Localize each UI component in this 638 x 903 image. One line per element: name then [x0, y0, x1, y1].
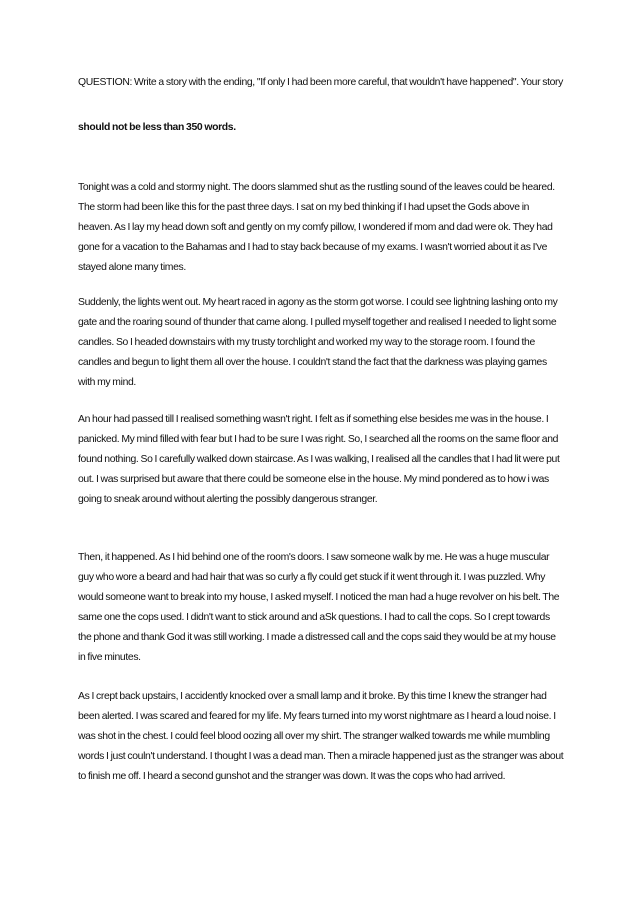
paragraph-text: Then, it happened. As I hid behind one of the room's doors. I saw someone walk by me. He was a huge muscular guy who wore a beard and had hair that was so curly a fly could get stuck if it went through it. I was puzzled. Why would someone want to break into my house, I asked myself. I noticed the man had a huge revolver on his belt. The same one the cops used. I didn't want to stick around and aSk questions. I had to call the cops. So I crept towards the phone and thank God it was still working. I made a distressed call and the cops said they would be at my house in five minutes. [78, 552, 560, 663]
paragraph-text: An hour had passed till I realised something wasn't right. I felt as if something else besides me was in the house. I panicked. My mind filled with fear but I had to be sure I was right. So, I searched all the rooms on the same floor and found nothing. So I carefully walked down staircase. As I was walking, I realised all the candles that I had lit were put out. I was surprised but aware that there could be someone else in the house. My mind pondered as to how i was going to sneak around without alerting the possibly dangerous stranger. [78, 414, 560, 505]
question-block [78, 73, 564, 93]
story-paragraph-5 [78, 687, 564, 787]
paragraph-text: As I crept back upstairs, I accidently knocked over a small lamp and it broke. By this time I knew the stranger had been alerted. I was scared and feared for my life. My fears turned into my worst nightmare as I heard a loud noise. I was shot in the chest. I could feel blood oozing all over my shirt. The stranger walked towards me while mumbling words I just couln't understand. I thought I was a dead man. Then a miracle happened just as the stranger was about to finish me off. I heard a second gunshot and the stranger was down. It was the cops who had arrived. [78, 691, 564, 782]
paragraph-text: Tonight was a cold and stormy night. The doors slammed shut as the rustling sound of the leaves could be heared. The storm had been like this for the past three days. I sat on my bed thinking if I had upset the Gods above in heaven. As I lay my head down soft and gently on my comfy pillow, I wondered if mom and dad were ok. They had gone for a vacation to the Bahamas and I had to stay back because of my exams. I wasn't worried about it as I've stayed alone many times. [78, 182, 555, 273]
question-text: QUESTION: Write a story with the ending, "If only I had been more careful, that wouldn't have happened". Your story [78, 77, 564, 88]
story-paragraph-3 [78, 410, 564, 510]
question-requirement-block [78, 118, 564, 138]
story-paragraph-2 [78, 293, 564, 393]
story-paragraph-1 [78, 178, 564, 278]
paragraph-text: Suddenly, the lights went out. My heart raced in agony as the storm got worse. I could see lightning lashing onto my gate and the roaring sound of thunder that came along. I pulled myself together and realised I needed to light some candles. So I headed downstairs with my trusty torchlight and worked my way to the storage room. I found the candles and begun to light them all over the house. I couldn't stand the fact that the darkness was playing games with my mind. [78, 297, 558, 388]
question-requirement: should not be less than 350 words. [78, 122, 236, 133]
story-paragraph-4 [78, 548, 564, 668]
